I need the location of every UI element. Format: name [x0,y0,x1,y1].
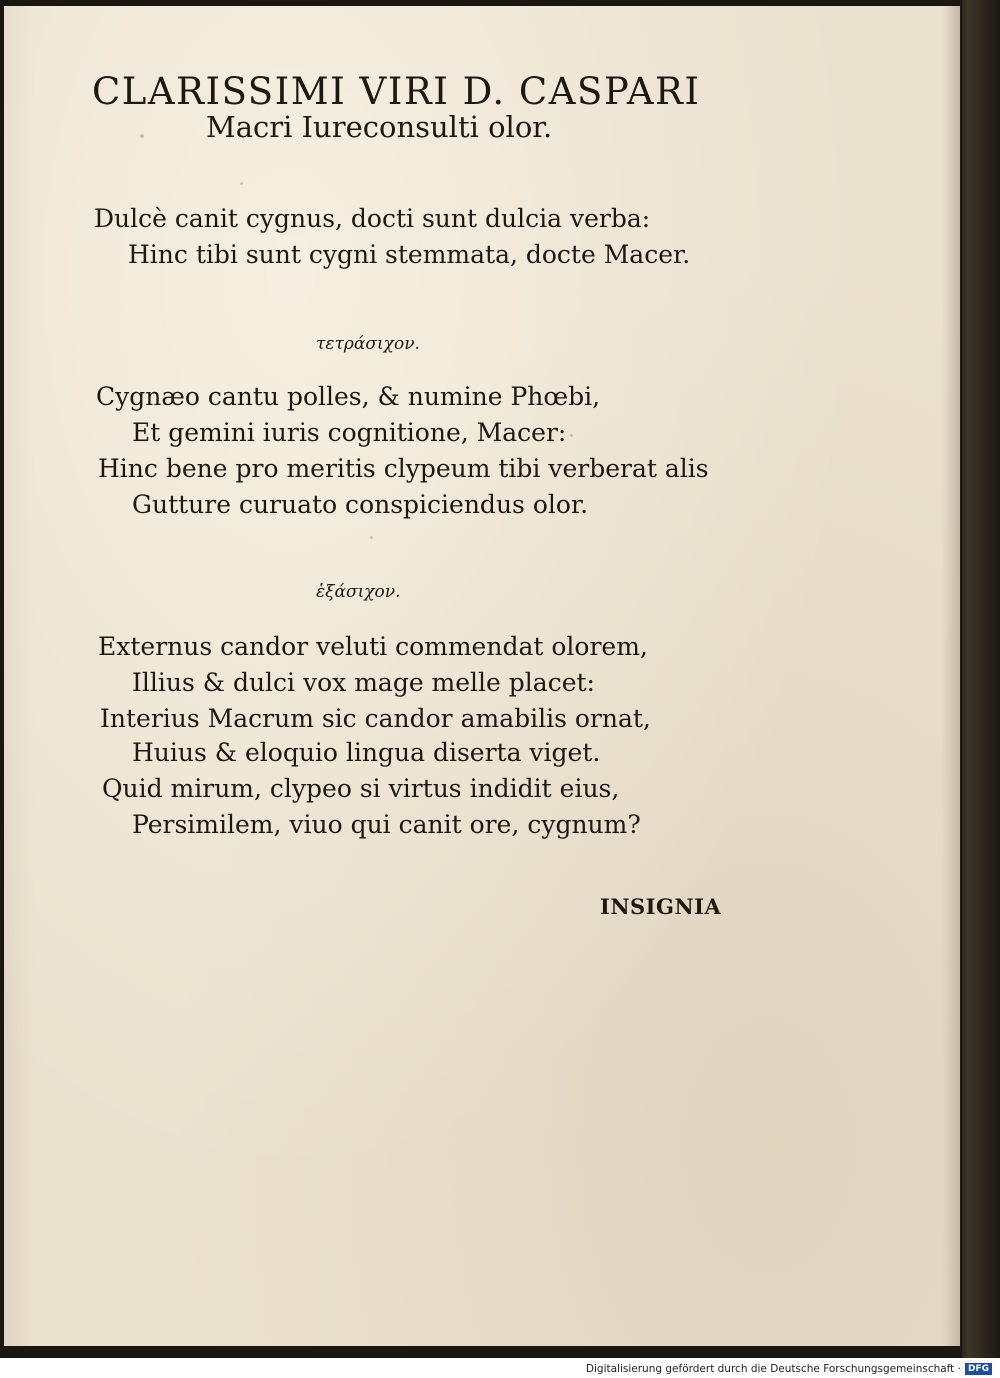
paper-spot [570,434,573,437]
epigram2-line: Et gemini iuris cognitione, Macer: [132,418,567,447]
section-heading-greek: τετράσιχον. [316,334,420,354]
footer-credit-text: Digitalisierung gefördert durch die Deutsche Forschungsgemeinschaft · [585,1363,961,1375]
epigram2-line: Hinc bene pro meritis clypeum tibi verberat alis [98,454,709,483]
catchword: INSIGNIA [600,894,722,919]
title-line-1: CLARISSIMI VIRI D. CASPARI [92,70,701,113]
digitization-footer [586,1362,992,1376]
epigram3-line: Persimilem, viuo qui canit ore, cygnum? [132,810,641,839]
section-heading-greek: ἑξάσιχον. [316,582,401,602]
epigram2-line: Cygnæo cantu polles, & numine Phœbi, [96,382,601,411]
epigram3-line: Illius & dulci vox mage melle placet: [132,668,595,697]
epigram3-line: Interius Macrum sic candor amabilis ornat, [100,704,651,733]
book-edge [962,0,1000,1358]
epigram3-line: Externus candor veluti commendat olorem, [98,632,648,661]
dfg-logo: DFG [965,1363,992,1375]
paper-spot [240,182,243,185]
epigram1-line: Dulcè canit cygnus, docti sunt dulcia verba: [94,204,651,233]
epigram3-line: Huius & eloquio lingua diserta viget. [132,738,601,767]
paper-spot [370,536,373,539]
epigram3-line: Quid mirum, clypeo si virtus indidit eius, [102,774,620,803]
epigram1-line: Hinc tibi sunt cygni stemmata, docte Macer. [128,240,691,269]
paper-spot [140,134,144,138]
title-line-2: Macri Iureconsulti olor. [206,110,553,144]
epigram2-line: Gutture curuato conspiciendus olor. [132,490,589,519]
